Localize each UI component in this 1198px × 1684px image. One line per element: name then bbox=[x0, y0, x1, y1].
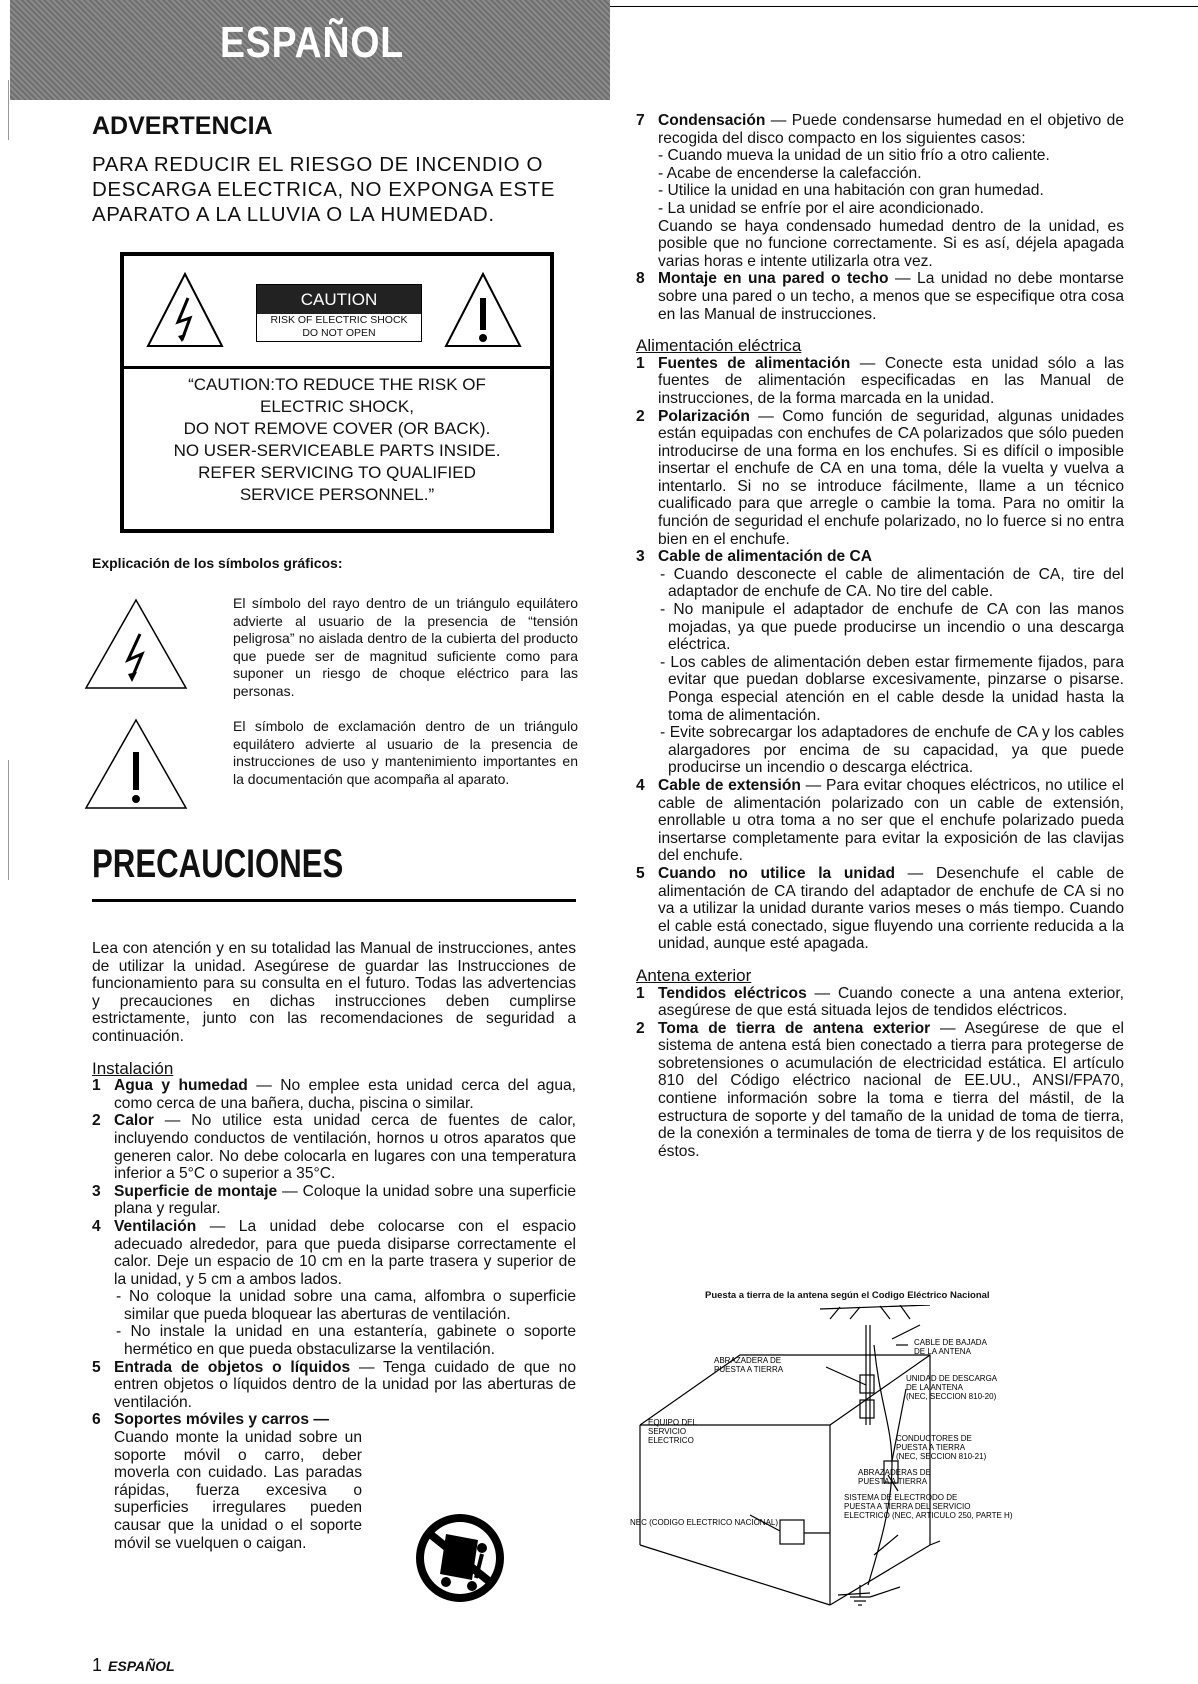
item-number: 1 bbox=[636, 354, 645, 372]
item-number: 3 bbox=[636, 548, 645, 566]
item-heading: Agua y humedad bbox=[114, 1077, 248, 1095]
footer-language: ESPAÑOL bbox=[108, 1658, 175, 1674]
item-heading: Cuando no utilice la unidad bbox=[658, 864, 895, 882]
exclamation-triangle-icon bbox=[442, 270, 524, 350]
caution-line: SERVICE PERSONNEL.” bbox=[239, 485, 435, 504]
list-item bbox=[92, 1112, 576, 1182]
dash-item: - Cuando mueva la unidad de un sitio frío a otro caliente. bbox=[658, 147, 1050, 165]
margin-mark bbox=[8, 760, 9, 880]
item-number: 6 bbox=[92, 1411, 101, 1429]
label-equipo: EQUIPO DEL bbox=[648, 1418, 697, 1427]
item-text: — Desenchufe el cable de alimentación de CA tirando del adaptador de enchufe de CA si no va a utilizar la unidad durante varios meses o más tiempo. Cuando el cable está conectado, sigue fluyendo una corriente reducida a la unidad, aunque esté apagada. bbox=[658, 864, 1124, 953]
item-heading: Tendidos eléctricos bbox=[658, 984, 807, 1002]
risk-line-1: RISK OF ELECTRIC SHOCK bbox=[270, 314, 408, 326]
list-item bbox=[636, 1020, 1124, 1161]
item-text: Cuando monte la unidad sobre un soporte móvil o carro, deber moverla con cuidado. Las paradas rápidas, fuerza excesiva o superficies irregulares pueden causar que la unidad o el soporte móvil se vuelquen o caigan. bbox=[114, 1429, 362, 1552]
right-column bbox=[636, 112, 1124, 1160]
label-abrazaderas: ABRAZADERAS DE bbox=[858, 1468, 931, 1477]
label-abrazaderas: PUESTA A TIERRA bbox=[858, 1477, 928, 1486]
item-text: — Para evitar choques eléctricos, no utilice el cable de alimentación polarizado con un cable de extensión, enrollable u otra toma a no ser que el enchufe polarizado pueda insertarse completamente para evitar la exposición de las clavijas del enchufe. bbox=[658, 776, 1124, 865]
dash-item: - No instale la unidad en una estantería, gabinete o soporte hermético en que pueda obstaculizarse la ventilación. bbox=[116, 1323, 576, 1359]
caution-line: REFER SERVICING TO QUALIFIED bbox=[198, 463, 476, 482]
item-text: — Conecte esta unidad sólo a las fuentes de alimentación especificadas en las Manual de instrucciones, de la forma marcada en la unidad. bbox=[658, 354, 1124, 407]
dash-item: - Cuando desconecte el cable de alimentación de CA, tire del adaptador de enchufe de CA. No tire del cable. bbox=[660, 565, 1124, 601]
item-text: — La unidad debe colocarse con el espacio adecuado alrededor, para que pueda disiparse correctamente el calor. Deje un espacio de 10 cm en la parte trasera y superior de la unidad, y 5 cm a ambos lados. bbox=[114, 1217, 576, 1288]
item-heading: Superficie de montaje bbox=[114, 1182, 278, 1200]
dash-item: - Los cables de alimentación deben estar firmemente fijados, para evitar que puedan doblarse excesivamente, pinzarse o pisarse. Ponga especial atención en el cable desde la unidad hasta la toma de alimentación. bbox=[660, 653, 1124, 724]
list-item bbox=[636, 408, 1124, 549]
list-item bbox=[636, 777, 1124, 865]
item-heading: Cable de extensión bbox=[658, 776, 801, 794]
page-footer bbox=[92, 1655, 175, 1676]
list-item bbox=[92, 1183, 576, 1218]
item-heading: Condensación bbox=[658, 112, 766, 129]
label-unidad: UNIDAD DE DESCARGA bbox=[906, 1374, 998, 1383]
item-text: — Coloque la unidad sobre una superficie plana y regular. bbox=[114, 1182, 576, 1218]
list-item bbox=[92, 1218, 576, 1359]
label-sistema: PUESTA A TIERRA DEL SERVICIO bbox=[844, 1502, 971, 1511]
exclamation-explanation: El símbolo de exclamación dentro de un triángulo equilátero advierte al usuario de la presencia de instrucciones de uso y mantenimiento importantes en la documentación que acompaña al aparato. bbox=[233, 718, 578, 787]
label-equipo: ELECTRICO bbox=[648, 1436, 694, 1445]
item-text: — No utilice esta unidad cerca de fuentes de calor, incluyendo conductos de ventilación, hornos u otros aparatos que generen calor. No debe colocarla en lugares con una temperatura inferior a 5°C o superior a 35°C. bbox=[114, 1112, 576, 1183]
item-text: — Como función de seguridad, algunas unidades están equipadas con enchufes de CA polarizados que sólo pueden introducirse de una forma en los enchufes. Si es difícil o imposible insertar el enchufe de CA en una toma, déle la vuelta y vuelva a intentarlo. Si no se introduce fácilmente, llame a un técnico cualificado para que arregle o cambie la toma. Para no omitir la función de seguridad el enchufe polarizado, no lo fuerce si no entra bien en el enchufe. bbox=[658, 407, 1124, 548]
item-number: 4 bbox=[636, 776, 645, 794]
item-text: — No emplee esta unidad cerca del agua, como cerca de una bañera, ducha, piscina o similar. bbox=[114, 1077, 576, 1112]
item-heading: Cable de alimentación de CA bbox=[658, 548, 873, 566]
label-abrazadera: PUESTA A TIERRA bbox=[714, 1365, 784, 1374]
list-item bbox=[92, 1411, 362, 1552]
caution-text bbox=[124, 374, 550, 506]
dash-item: - Evite sobrecargar los adaptadores de enchufe de CA y los cables alargadores por encima de su capacidad, ya que puede producirse un incendio o descarga eléctrica. bbox=[660, 724, 1124, 777]
diagram-title: Puesta a tierra de la antena según el Codigo Eléctrico Nacional bbox=[705, 1290, 990, 1301]
alimentacion-heading: Alimentación eléctrica bbox=[636, 336, 802, 356]
label-conductores: (NEC, SECCION 810-21) bbox=[896, 1452, 987, 1461]
list-item bbox=[92, 1359, 576, 1412]
label-equipo: SERVICIO bbox=[648, 1427, 687, 1436]
list-item bbox=[636, 865, 1124, 953]
title-rule bbox=[92, 899, 576, 902]
item-heading: Calor bbox=[114, 1112, 154, 1130]
item-number: 2 bbox=[636, 1019, 645, 1037]
item-text: — La unidad no debe montarse sobre una pared o un techo, a menos que se especifique otra cosa en las Manual de instrucciones. bbox=[658, 270, 1124, 323]
item-text: — Asegúrese de que el sistema de antena está bien conectado a tierra para protegerse de sobretensiones o acumulación de electricidad estática. El artículo 810 del Código eléctrico nacional de EE.UU., ANSI/FPA70, contiene información sobre la toma e tierra del mástil, de la estructura de soporte y del tamaño de la unidad de toma de tierra, de la conexión a terminales de toma de tierra y de los requisitos de éstos. bbox=[658, 1019, 1124, 1160]
label-unidad: (NEC, SECCION 810-20) bbox=[906, 1392, 997, 1401]
instalacion-heading: Instalación bbox=[92, 1058, 174, 1078]
advertencia-title: ADVERTENCIA bbox=[92, 112, 273, 140]
top-rule bbox=[610, 6, 1198, 7]
caution-line: DO NOT REMOVE COVER (OR BACK). bbox=[183, 419, 491, 438]
item-number: 1 bbox=[92, 1077, 101, 1095]
item-number: 4 bbox=[92, 1217, 101, 1235]
list-item bbox=[636, 548, 1124, 777]
caution-badge bbox=[256, 284, 422, 342]
caution-line: ELECTRIC SHOCK, bbox=[260, 397, 414, 416]
label-cable: DE LA ANTENA bbox=[914, 1347, 971, 1356]
list-item bbox=[92, 1077, 576, 1112]
caution-line: “CAUTION:TO REDUCE THE RISK OF bbox=[188, 375, 486, 394]
dash-item: - Utilice la unidad en una habitación con gran humedad. bbox=[658, 182, 1044, 200]
precauciones-title: PRECAUCIONES bbox=[92, 842, 344, 886]
item-heading: Soportes móviles y carros — bbox=[114, 1411, 329, 1429]
list-item bbox=[636, 112, 1124, 270]
label-sistema: ELECTRICO (NEC, ARTICULO 250, PARTE H) bbox=[844, 1511, 1013, 1520]
margin-mark bbox=[8, 80, 9, 140]
item-heading: Entrada de objetos o líquidos bbox=[114, 1358, 351, 1376]
lightning-triangle-icon bbox=[144, 270, 226, 350]
cart-warning-icon bbox=[412, 1510, 508, 1606]
list-item bbox=[636, 355, 1124, 408]
item-number: 1 bbox=[636, 984, 645, 1002]
dash-item: - No manipule el adaptador de enchufe de CA con las manos mojadas, ya que puede producirse un incendio o una descarga eléctrica. bbox=[660, 601, 1124, 654]
caution-box bbox=[120, 252, 554, 533]
exclamation-symbol-icon bbox=[84, 718, 188, 810]
dash-item: - La unidad se enfríe por el aire acondicionado. bbox=[658, 199, 984, 217]
dash-item: - No coloque la unidad sobre una cama, alfombra o superficie similar que pueda bloquear las aberturas de ventilación. bbox=[116, 1288, 576, 1323]
language-tab-label: ESPAÑOL bbox=[220, 18, 404, 67]
item-number: 5 bbox=[92, 1358, 101, 1376]
label-cable: CABLE DE BAJADA bbox=[914, 1338, 987, 1347]
label-sistema: SISTEMA DE ELECTRODO DE bbox=[844, 1493, 958, 1502]
label-nec: NEC (CODIGO ELECTRICO NACIONAL) bbox=[630, 1518, 779, 1527]
label-conductores: PUESTA A TIERRA bbox=[896, 1443, 966, 1452]
lightning-explanation: El símbolo del rayo dentro de un triángulo equilátero advierte al usuario de la presencia de “tensión peligrosa” no aislada dentro de la cubierta del producto que puede ser de magnitud suficiente como para suponer un riesgo de choque eléctrico para las personas. bbox=[233, 595, 578, 699]
antenna-grounding-diagram bbox=[630, 1305, 1130, 1635]
page-number: 1 bbox=[92, 1655, 103, 1675]
item-heading: Toma de tierra de antena exterior bbox=[658, 1019, 931, 1037]
symbols-title: Explicación de los símbolos gráficos: bbox=[92, 555, 343, 571]
item-number: 8 bbox=[636, 270, 645, 288]
item-text: — Tenga cuidado de que no entren objetos o líquidos dentro de la unidad por las aberturas de ventilación. bbox=[114, 1358, 577, 1411]
item-number: 3 bbox=[92, 1182, 101, 1200]
item-heading: Ventilación bbox=[114, 1217, 197, 1235]
antena-heading: Antena exterior bbox=[636, 965, 752, 985]
intro-text: Lea con atención y en su totalidad las Manual de instrucciones, antes de utilizar la unidad. Asegúrese de guardar las Instrucciones de funcionamiento para su consulta en el futuro. Todas las advertencias y precauciones en dichas instrucciones deben cumplirse estrictamente, junto con las recomendaciones de seguridad a continuación. bbox=[92, 940, 576, 1045]
label-abrazadera: ABRAZADERA DE bbox=[714, 1356, 782, 1365]
item-number: 2 bbox=[92, 1112, 101, 1130]
item-number: 5 bbox=[636, 864, 645, 882]
caution-label: CAUTION bbox=[257, 285, 421, 314]
item-number: 7 bbox=[636, 112, 645, 129]
left-column bbox=[92, 940, 576, 1552]
caution-line: NO USER-SERVICEABLE PARTS INSIDE. bbox=[173, 441, 501, 460]
label-conductores: CONDUCTORES DE bbox=[896, 1434, 972, 1443]
dash-item: - Acabe de encenderse la calefacción. bbox=[658, 164, 922, 182]
label-unidad: DE LA ANTENA bbox=[906, 1383, 963, 1392]
item-number: 2 bbox=[636, 407, 645, 425]
list-item bbox=[636, 985, 1124, 1020]
list-item bbox=[636, 270, 1124, 323]
item-heading: Polarización bbox=[658, 407, 750, 425]
item-text: — Cuando conecte a una antena exterior, asegúrese de que está situada lejos de tendidos eléctricos. bbox=[658, 984, 1125, 1020]
lightning-symbol-icon bbox=[84, 598, 188, 690]
item-heading: Fuentes de alimentación bbox=[658, 354, 851, 372]
advertencia-text: PARA REDUCIR EL RIESGO DE INCENDIO O DESCARGA ELECTRICA, NO EXPONGA ESTE APARATO A LA LLUVIA O LA HUMEDAD. bbox=[92, 153, 556, 226]
item-text: Cuando se haya condensado humedad dentro de la unidad, es posible que no funcione correctamente. Si es así, déjela apagada varias horas e intente utilizarla otra vez. bbox=[658, 217, 1124, 270]
item-heading: Montaje en una pared o techo bbox=[658, 270, 889, 288]
language-tab bbox=[10, 0, 610, 100]
risk-line-2: DO NOT OPEN bbox=[302, 326, 376, 339]
item-text: — Puede condensarse humedad en el objetivo de recogida del disco compacto en los siguientes casos: bbox=[658, 112, 1124, 147]
